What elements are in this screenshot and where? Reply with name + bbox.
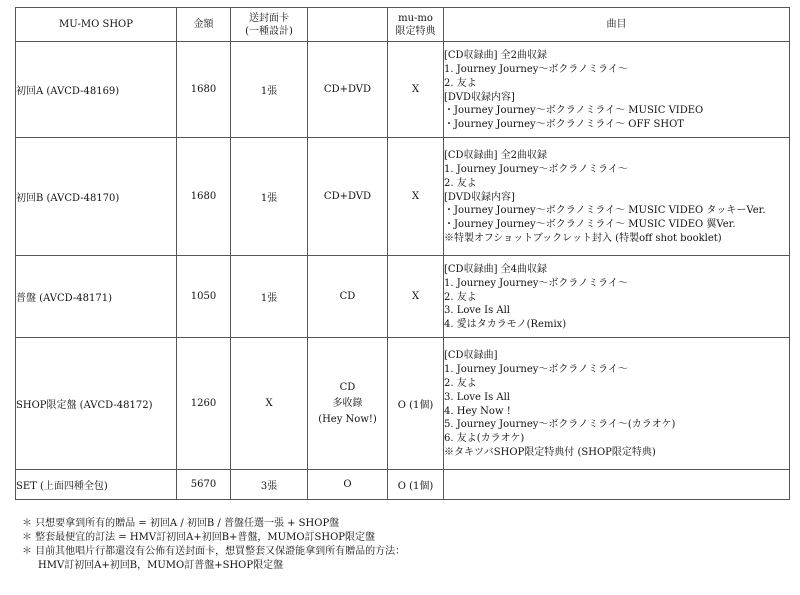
table-row [16, 338, 790, 470]
song-line: 2. 友よ [444, 77, 477, 89]
note-line: ＊ 只想要拿到所有的贈品 = 初回A / 初回B / 普盤任選一張 + SHOP盤 [22, 518, 340, 529]
notes [22, 517, 405, 573]
song-line: 4. 愛はタカラモノ(Remix) [444, 319, 567, 331]
release-table [15, 7, 790, 500]
media-line: (Hey Now!) [318, 413, 377, 425]
song-line: 1. Journey Journey～ボクラノミライ～ [444, 164, 628, 175]
song-line: [DVD収録内容] [444, 191, 515, 203]
note-line: ＊ 整套最便宜的訂法 = HMV訂初回A+初回B+普盤，MUMO訂SHOP限定盤 [22, 532, 376, 543]
song-line: [CD収録曲] 全2曲収録 [444, 50, 548, 62]
media-line: CD [339, 381, 356, 393]
song-line: 1. Journey Journey～ボクラノミライ～ [444, 364, 628, 376]
song-line: 2. 友よ [444, 291, 477, 303]
song-line: [CD収録曲] 全2曲収録 [444, 150, 548, 162]
row-price: 1050 [177, 256, 231, 338]
song-line: 2. 友よ [444, 377, 477, 389]
header-card [231, 8, 308, 42]
row-songs [444, 42, 790, 138]
song-line: ・Journey Journey～ボクラノミライ～ MUSIC VIDEO 翼Ver. [444, 219, 736, 231]
row-name: SET (上面四種全包) [16, 470, 177, 500]
song-line: 3. Love Is All [444, 391, 511, 403]
song-line: [DVD収録内容] [444, 91, 515, 103]
row-price: 1680 [177, 138, 231, 256]
row-media [308, 138, 388, 256]
song-line: [CD収録曲] 全4曲収録 [444, 264, 548, 275]
row-card: 1張 [231, 256, 308, 338]
row-price: 5670 [177, 470, 231, 500]
table-row [16, 256, 790, 338]
song-line: 2. 友よ [444, 177, 477, 189]
row-card: X [231, 338, 308, 470]
header-price: 金額 [177, 8, 231, 42]
row-songs [444, 256, 790, 338]
song-line: 3. Love Is All [444, 305, 511, 317]
header-mumo-line1: mu-mo [398, 12, 433, 24]
row-songs [444, 338, 790, 470]
song-line: ※タキツバSHOP限定特典付 (SHOP限定特典) [444, 446, 656, 458]
row-card: 3張 [231, 470, 308, 500]
table-row [16, 470, 790, 500]
table-row [16, 42, 790, 138]
row-card: 1張 [231, 138, 308, 256]
header-card-line1: 送封面卡 [249, 12, 289, 24]
row-songs [444, 138, 790, 256]
song-line: 6. 友よ(カラオケ) [444, 433, 525, 445]
row-media [308, 338, 388, 470]
row-mumo: O (1個) [388, 470, 444, 500]
song-line: 4. Hey Now ! [444, 405, 511, 417]
note-line: ＊ 目前其他唱片行都還沒有公佈有送封面卡，想買整套又保證能拿到所有贈品的方法： [22, 546, 406, 557]
song-line: ・Journey Journey～ボクラノミライ～ MUSIC VIDEO タッキーVer. [444, 205, 766, 217]
song-line: 1. Journey Journey～ボクラノミライ～ [444, 277, 628, 289]
row-media [308, 256, 388, 338]
row-price: 1260 [177, 338, 231, 470]
header-row [16, 8, 790, 42]
row-songs [444, 470, 790, 500]
header-media [308, 8, 388, 42]
media-line: CD [339, 291, 356, 302]
media-line: 多收錄 [332, 397, 363, 409]
row-card: 1張 [231, 42, 308, 138]
media-line: CD+DVD [323, 84, 372, 95]
header-shop: MU-MO SHOP [16, 8, 177, 42]
media-line: CD+DVD [323, 191, 372, 202]
song-line: ・Journey Journey～ボクラノミライ～ MUSIC VIDEO [444, 105, 704, 117]
row-media [308, 470, 388, 500]
media-line: O [343, 479, 352, 490]
row-mumo: O (1個) [388, 338, 444, 470]
row-mumo: X [388, 256, 444, 338]
song-line: 5. Journey Journey～ボクラノミライ～(カラオケ) [444, 419, 676, 431]
song-line: ・Journey Journey～ボクラノミライ～ OFF SHOT [444, 119, 684, 131]
row-mumo: X [388, 42, 444, 138]
row-name: 初回B (AVCD-48170) [16, 138, 177, 256]
row-name: 普盤 (AVCD-48171) [16, 256, 177, 338]
song-line: 1. Journey Journey～ボクラノミライ～ [444, 63, 628, 75]
note-line: HMV訂初回A+初回B，MUMO訂普盤+SHOP限定盤 [38, 560, 284, 571]
row-name: 初回A (AVCD-48169) [16, 42, 177, 138]
header-mumo [388, 8, 444, 42]
header-tracks: 曲目 [444, 8, 790, 42]
song-line: [CD収録曲] [444, 350, 498, 362]
row-media [308, 42, 388, 138]
header-card-line2: (一種設計) [245, 25, 293, 37]
row-price: 1680 [177, 42, 231, 138]
song-line: ※特製オフショットブックレット封入 (特製off shot booklet) [444, 232, 722, 244]
row-mumo: X [388, 138, 444, 256]
table-row [16, 138, 790, 256]
row-name: SHOP限定盤 (AVCD-48172) [16, 338, 177, 470]
header-mumo-line2: 限定特典 [395, 25, 436, 37]
